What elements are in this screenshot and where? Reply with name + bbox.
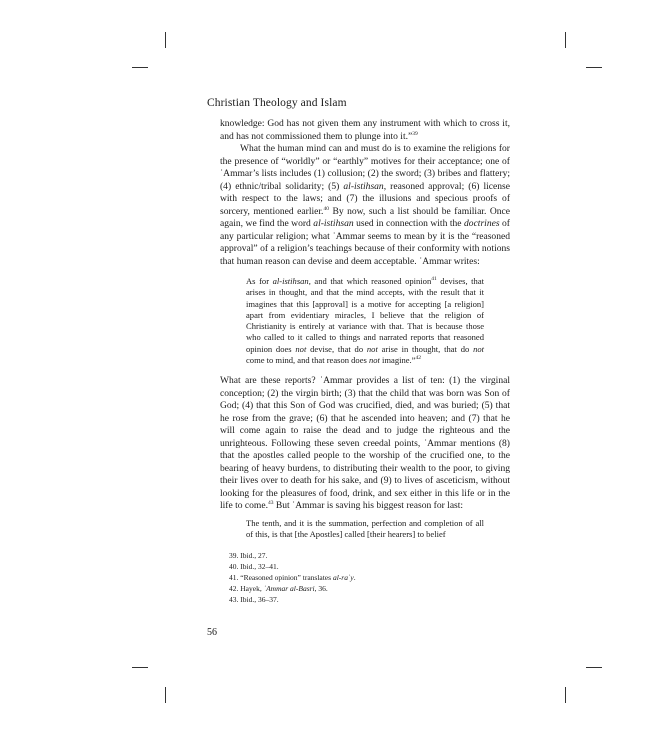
- paragraph: What are these reports? ʿAmmar provides a list of ten: (1) the virginal conception; (2) the virgin birth; (3) that the child that was born was Son of God; (4) that this Son of God was crucified, died, and was buried; (5) that he rose from the grave; (6) that he ascended into heaven; and (7) that he will come again to raise the dead and to judge the righteous and the unrighteous. Following these seven creedal points, ʿAmmar mentions (8) that the apostles called people to the worship of the crucified one, to the bearing of heavy burdens, to distributing their wealth to the poor, to giving their lives over to death for his sake, and (9) to lives of asceticism, without looking for the pleasures of food, drink, and sex either in this life or in the life to come.$^{43}$ But ʿAmmar is saving his biggest reason for last:: [220, 375, 510, 512]
- footnote: 39. Ibid., 27.: [229, 551, 268, 560]
- footnote-ref: 39: [412, 130, 418, 137]
- crop-mark: [165, 32, 166, 48]
- page-number: 56: [207, 627, 217, 638]
- crop-mark: [165, 687, 166, 703]
- block-quote: The tenth, and it is the summation, perfection and completion of all of this, is that [the Apostles] called [their hearers] to belief: [246, 518, 484, 540]
- crop-mark: [565, 32, 566, 48]
- block-quote: As for al-istihsan, and that which reasoned opinion$^{41}$ devises, that arises in thought, and that the mind accepts, with the result that it imagines that this [approval] is a motive for accepting [a religion] apart from evidentiary miracles, I believe that the religion of Christianity is entirely at variance with that. That is because those who called to it called to things and narrated reports that reasoned opinion does not devise, that do not arise in thought, that do not come to mind, and that reason does not imagine.”$^{42}$: [246, 276, 484, 365]
- footnote: 43. Ibid., 36–37.: [229, 595, 279, 604]
- paragraph: knowledge: God has not given them any instrument with which to cross it, and has not commissioned them to plunge into it.”$^{39}$: [220, 118, 510, 142]
- crop-mark: [586, 67, 602, 68]
- crop-mark: [132, 667, 148, 668]
- crop-mark: [565, 687, 566, 703]
- paragraph: What the human mind can and must do is to examine the religions for the presence of “worldly” or “earthly” motives for their acceptance; one of ʿAmmar’s lists includes (1) collusion; (2) the sword; (3) bribes and flattery; (4) ethnic/tribal solidarity; (5) al-istihsan, reasoned approval; (6) license with respect to the laws; and (7) the illusions and specious proofs of sorcery, mentioned earlier.$^{40}$ By now, such a list should be familiar. Once again, we find the word al-istihsan used in connection with the doctrines of any particular religion; what ʿAmmar seems to mean by it is the “reasoned approval” of a religion’s teachings because of their conformity with notions that human reason can devise and deem acceptable. ʿAmmar writes:: [220, 143, 511, 268]
- footnote: 41. “Reasoned opinion” translates al-raʾy.: [229, 573, 356, 582]
- footnote-ref: 41: [431, 276, 437, 283]
- footnote: 40. Ibid., 32–41.: [229, 562, 279, 571]
- running-header: Christian Theology and Islam: [207, 97, 347, 109]
- crop-mark: [586, 667, 602, 668]
- crop-mark: [132, 67, 148, 68]
- footnote-ref: 42: [415, 354, 421, 361]
- body-text-middle: [220, 375, 510, 513]
- body-text-top: [220, 118, 510, 269]
- footnote: 42. Hayek, ʿAmmar al-Basri, 36.: [229, 584, 328, 593]
- footnote-ref: 40: [323, 205, 329, 212]
- footnote-ref: 43: [267, 500, 274, 507]
- footnotes: [229, 550, 489, 605]
